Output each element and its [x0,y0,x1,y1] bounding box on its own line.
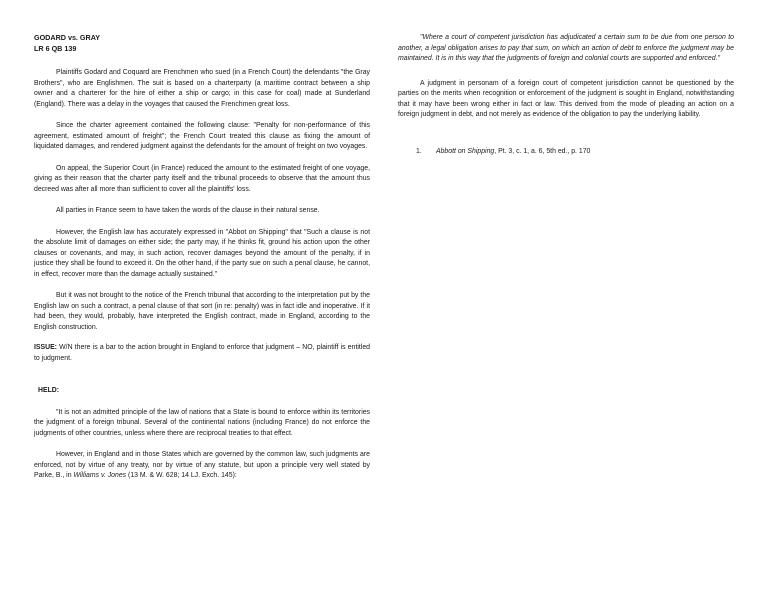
footnote-text [436,147,734,158]
judgment-in-personam-paragraph: A judgment in personam of a foreign court of competent jurisdiction cannot be questioned by the parties on the merits when recognition or enforcement of the judgment is sought in England, notwithstanding that it may have been wrong either in fact or law. This derived from the mode of pleading an action on a foreign judgment in debt, and not merely as evidence of the obligation to pay the underlying liability. [398,79,734,118]
facts-paragraph-2: Since the charter agreement contained the following clause: "Penalty for non-performance of this agreement, estimated amount of freight"; the French Court treated this clause as fixing the amount of liquidated damages, and rendered judgment against the defendants for the amount of freight on two voyages. [34,122,370,150]
facts-paragraph-6: But it was not brought to the notice of the French tribunal that according to the interpretation put by the English law on such a contract, a penal clause of that sort (in re: penalty) was in fact idle and inoperative. If it had been, they would, probably, have interpreted the English contract, made in England, according to the English construction. [34,292,370,331]
footnote-details: , Pt. 3, c. 1, a. 6, 5th ed., p. 170 [494,147,591,155]
footnote [398,147,734,158]
quoted-principle: "Where a court of competent jurisdiction has adjudicated a certain sum to be due from one person to another, a legal obligation arises to pay that sum, on which an action of debt to enforce the judgment may be maintained. It is in this way that the judgments of foreign and colonial courts are supported and enforced." [398,34,734,62]
facts-paragraph-5: However, the English law has accurately expressed in "Abbot on Shipping" that "Such a clause is not the absolute limit of damages on either side; the party may, if he thinks fit, ground his action upon the other clauses or covenants, and may, in such action, recover damages beyond the amount of the penalty, if in justice they shall be found to exceed it. On the other hand, if the party sue on such a penal clause, he cannot, in effect, recover more than the damage actually sustained." [34,228,370,278]
issue-text: W/N there is a bar to the action brought in England to enforce that judgment – NO, plaintiff is entitled to judgment. [34,344,370,362]
left-column [34,33,370,482]
footnote-number: 1. [416,147,422,155]
case-title: GODARD vs. GRAY [34,33,101,42]
held-label: HELD: [38,387,60,394]
case-citation: LR 6 QB 139 [34,43,77,53]
facts-paragraph-4: All parties in France seem to have taken the words of the clause in their natural sense. [56,207,320,214]
held-paragraph-2 [34,450,370,482]
footnote-title: Abbott on Shipping [436,147,495,155]
case-reference: Williams v. Jones [73,472,127,479]
issue-label: ISSUE: [34,344,57,351]
facts-paragraph-3: On appeal, the Superior Court (in France) reduced the amount to the estimated freight of one voyage, giving as their reason that the charter party itself and the tribunal proceeds to observe that the amount thus decreed was after all more than sufficient to cover all the plaintiffs' loss. [34,164,370,193]
right-column [398,33,734,157]
issue-paragraph [34,343,370,364]
held-paragraph-1: "It is not an admitted principle of the law of nations that a State is bound to enforce within its territories the judgment of a foreign tribunal. Several of the continental nations (including France) do not enforce the judgments of other countries, unless where there are reciprocal treaties to that effect. [34,408,370,437]
held-section [34,386,370,397]
held-paragraph-2-citation: (13 M. & W. 628; 14 LJ. Exch. 145): [126,472,237,479]
facts-paragraph-1: Plaintiffs Godard and Coquard are Frenchmen who sued (in a French Court) the defendants "the Gray Brothers", who are Englishmen. The suit is based on a charterparty (a maritime contract between a ship owner and a charterer for the hire of either a ship or cargo; in this case for coal) made at Sunderland (England). There was a delay in the voyages that caused the Frenchmen great loss. [34,69,370,108]
held-paragraph-2-text: However, in England and in those States which are governed by the common law, such judgments are enforced, not by virtue of any treaty, nor by virtue of any statute, but upon a principle very well stated by Parke, B., in [34,451,370,479]
